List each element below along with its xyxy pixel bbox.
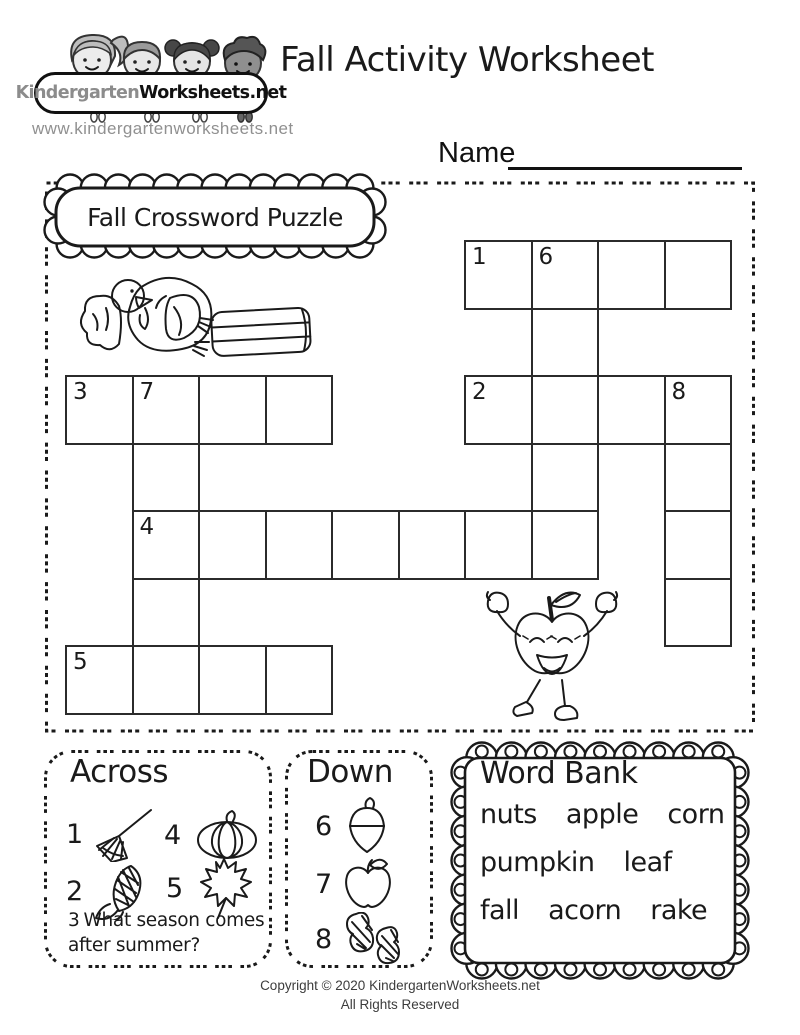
- footer: [0, 976, 800, 1014]
- crossword-cell[interactable]: [664, 443, 733, 513]
- clue-number: 6: [315, 810, 333, 842]
- crossword-cell-number: 1: [472, 244, 487, 270]
- crossword-cell[interactable]: [198, 510, 267, 580]
- clue-number: 2: [66, 875, 84, 907]
- copyright-line: Copyright © 2020 KindergartenWorksheets.net: [260, 978, 540, 993]
- crossword-cell[interactable]: [531, 308, 600, 378]
- across-clue-4: [164, 808, 265, 862]
- word-bank-words: [468, 799, 740, 926]
- clue-number: 8: [315, 923, 333, 955]
- crossword-cell[interactable]: [132, 578, 201, 648]
- down-clue-7: [315, 856, 396, 912]
- rights-line: All Rights Reserved: [340, 997, 460, 1012]
- crossword-cell[interactable]: [597, 375, 666, 445]
- clue-number: 1: [66, 818, 84, 850]
- crossword-cell[interactable]: [464, 510, 533, 580]
- down-title: Down: [307, 754, 393, 790]
- across-clue-1: [66, 806, 155, 862]
- pumpkin-icon: [189, 808, 265, 862]
- crossword-cell-number: 7: [139, 379, 155, 405]
- clue-number: 5: [166, 872, 184, 904]
- crossword-cell-number: 5: [73, 649, 88, 675]
- crossword-cell[interactable]: [198, 645, 267, 715]
- crossword-cell[interactable]: [597, 240, 666, 310]
- crossword-cell[interactable]: [132, 443, 201, 513]
- word-bank-word: fall: [480, 895, 520, 926]
- logo-brand-part1: Kindergarten: [15, 83, 140, 103]
- page-title: Fall Activity Worksheet: [280, 40, 654, 80]
- crossword-grid: [45, 182, 755, 733]
- crossword-cell[interactable]: [331, 510, 400, 580]
- across-clues-box: [44, 750, 272, 968]
- crossword-cell[interactable]: [664, 510, 733, 580]
- crossword-cell[interactable]: [664, 240, 733, 310]
- logo-sign: [15, 72, 287, 114]
- crossword-cell-number: 4: [139, 514, 155, 540]
- crossword-cell[interactable]: [531, 375, 600, 445]
- logo-website-url: www.kindergartenworksheets.net: [32, 119, 294, 138]
- crossword-cell[interactable]: [198, 375, 267, 445]
- crossword-cell[interactable]: [664, 578, 733, 648]
- puzzle-title: Fall Crossword Puzzle: [87, 202, 343, 232]
- crossword-cell[interactable]: [265, 375, 334, 445]
- word-bank-word: nuts: [480, 799, 537, 830]
- crossword-cell[interactable]: [398, 510, 467, 580]
- down-clue-8: [315, 912, 412, 966]
- word-bank-word: pumpkin: [480, 847, 595, 878]
- crossword-cell[interactable]: [265, 510, 334, 580]
- crossword-cell[interactable]: [132, 645, 201, 715]
- crossword-cell-number: 2: [472, 379, 487, 405]
- crossword-cell-number: 6: [538, 244, 554, 270]
- word-bank-word: acorn: [548, 895, 622, 926]
- clue-number: 3: [68, 910, 80, 931]
- word-bank-word: apple: [565, 799, 639, 830]
- name-input-line[interactable]: [508, 129, 742, 170]
- acorn-icon: [340, 796, 394, 856]
- crossword-cell-number: 3: [73, 379, 88, 405]
- down-clues-box: [285, 750, 433, 968]
- name-label: Name: [438, 137, 516, 169]
- peanuts-icon: [340, 912, 412, 966]
- rake-icon: [91, 806, 155, 862]
- crossword-cell[interactable]: [265, 645, 334, 715]
- across-clue-3: [68, 908, 268, 958]
- clue-number: 7: [315, 868, 333, 900]
- across-title: Across: [70, 754, 169, 790]
- word-bank-word: rake: [650, 895, 708, 926]
- clue-text: What season comes after summer?: [68, 910, 265, 956]
- crossword-cell-number: 8: [671, 379, 687, 405]
- crossword-cell[interactable]: [531, 443, 600, 513]
- word-bank-title: Word Bank: [480, 756, 638, 791]
- apple-icon: [340, 856, 396, 912]
- logo-brand-part2: Worksheets.net: [139, 83, 287, 103]
- clue-number: 4: [164, 819, 182, 851]
- word-bank-word: leaf: [623, 847, 672, 878]
- word-bank-box: [468, 752, 740, 943]
- crossword-cell[interactable]: [531, 510, 600, 580]
- down-clue-6: [315, 796, 394, 856]
- word-bank-word: corn: [667, 799, 725, 830]
